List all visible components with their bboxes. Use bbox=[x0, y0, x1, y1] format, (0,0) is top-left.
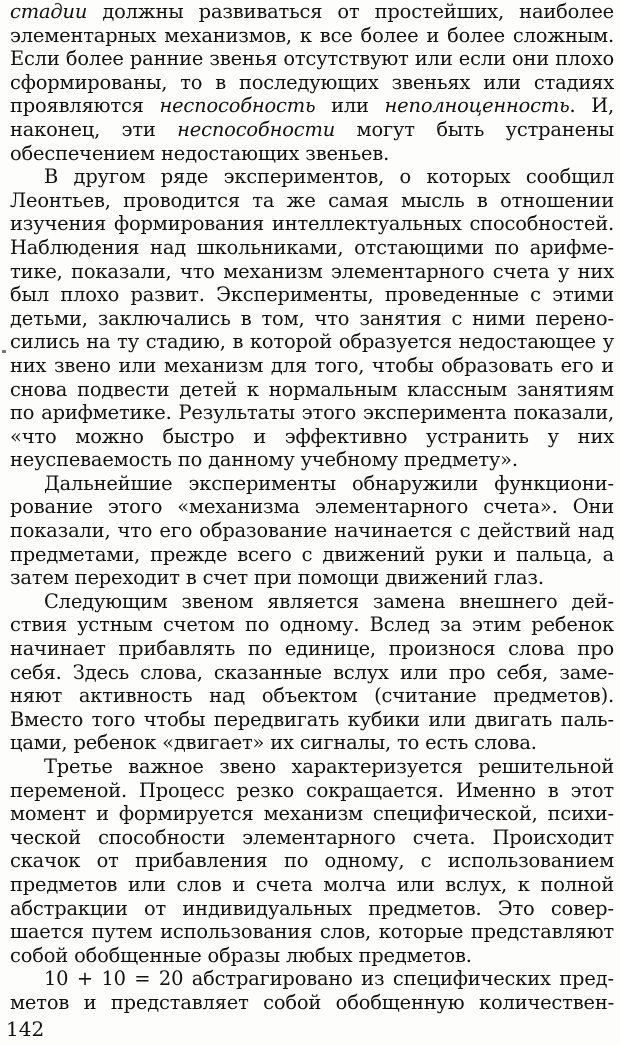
italic-emphasis: стадии bbox=[10, 0, 88, 23]
paragraph-p1 bbox=[10, 0, 614, 165]
text-run: должны развиваться от простейших, наиболее элементарных механизмов, к все более и более сложным. Если более ранние звенья отсутствуют или если они плохо сформированы, то в последующих звеньях или стадиях проявляются bbox=[10, 0, 614, 118]
text-run: Третье важное звено характеризуется решительной переменой. Процесс резко сокращается. Именно в этот момент и формируется механизм специфической, психической способности элементарного счета. Происходит скачок от прибавления по одному, с использованием предметов или слов и счета молча или вслух, к полной абстракции от индивидуальных предметов. Это совершается путем использования слов, которые представляют собой обобщенные образы любых предметов. bbox=[10, 755, 614, 967]
italic-emphasis: неспособности bbox=[177, 117, 336, 141]
paragraph-p6 bbox=[10, 967, 614, 1014]
text-run: могут быть устранены обеспечением недостающих звеньев. bbox=[10, 117, 615, 165]
italic-emphasis: неполноценность bbox=[384, 94, 570, 118]
paragraph-p2 bbox=[10, 165, 614, 472]
text-run: Дальнейшие эксперименты обнаружили функционирование этого «механизма элементарного счета». Они показали, что его образование начинается с действий над предметами, прежде всего с движений руки и пальца, а затем переходит в счет при помощи движений глаз. bbox=[10, 471, 614, 590]
italic-emphasis: неспособность bbox=[159, 94, 316, 118]
text-run: . И, наконец, эти bbox=[10, 94, 614, 141]
text-run: 10 + 10 = 20 абстрагировано из специфических предметов и представляет собой обобщенную количествен- bbox=[10, 967, 614, 1014]
page-number: 142 bbox=[6, 1017, 45, 1041]
margin-mark bbox=[2, 350, 6, 353]
text-run: или bbox=[315, 94, 385, 118]
paragraph-p5 bbox=[10, 755, 614, 967]
body-text bbox=[10, 0, 614, 1015]
paragraph-p4 bbox=[10, 590, 614, 755]
text-run: В другом ряде экспериментов, о которых сообщил Леонтьев, проводится та же самая мысль в отношении изучения формирования интеллектуальных способностей. Наблюдения над школьниками, отстающими по арифметике, показали, что механизм элементарного счета у них был плохо развит. Эксперименты, проведенные с этими детьми, заключались в том, что занятия с ними переносились на ту стадию, в которой образуется недостающее у них звено или механизм для того, чтобы образовать его и снова подвести детей к нормальным классным занятиям по арифметике. Результаты этого эксперимента показали, «что можно быстро и эффективно устранить у них неуспеваемость по данному учебному предмету». bbox=[10, 165, 614, 472]
paragraph-p3 bbox=[10, 472, 614, 590]
text-run: Следующим звеном является замена внешнего действия устным счетом по одному. Вслед за этим ребенок начинает прибавлять по единице, произнося слова про себя. Здесь слова, сказанные вслух или про себя, заменяют активность над объектом (считание предметов). Вместо того чтобы передвигать кубики или двигать пальцами, ребенок «двигает» их сигналы, то есть слова. bbox=[10, 589, 614, 755]
